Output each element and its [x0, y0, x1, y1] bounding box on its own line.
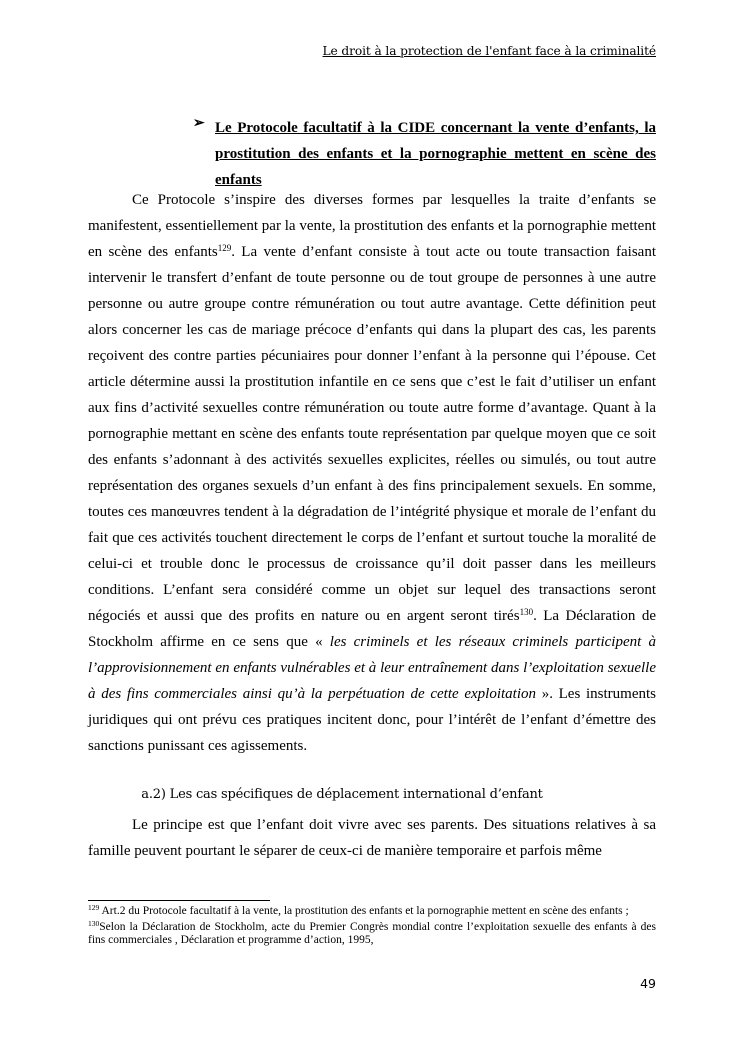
footnotes — [88, 905, 656, 950]
subsection-heading-text: a.2) Les cas spécifiques de déplacement international d’enfant — [141, 787, 543, 802]
running-header: Le droit à la protection de l'enfant face à la criminalité — [322, 44, 656, 58]
footnote-text: Art.2 du Protocole facultatif à la vente, la prostitution des enfants et la pornographie mettent en scène des enfants ; — [99, 905, 629, 917]
footnote-text: Selon la Déclaration de Stockholm, acte du Premier Congrès mondial contre l’exploitation sexuelle des enfants à des fins commerciales , Déclaration et programme d’action, 1995, — [88, 920, 656, 946]
body-paragraph-2: Le principe est que l’enfant doit vivre avec ses parents. Des situations relatives à sa famille peuvent pourtant le séparer de ceux-ci de manière temporaire et parfois même — [88, 817, 656, 859]
footnote-separator — [88, 900, 270, 901]
stockholm-quote: les criminels et les réseaux criminels participent à l’approvisionnement en enfants vulnérables et à leur entraînement dans l’exploitation sexuelle à des fins commerciales ainsi qu’à la perpétuation de cette exploitation — [88, 634, 656, 702]
footnote-ref-129: 129 — [217, 243, 232, 253]
paragraph-1-text-a: Ce Protocole s’inspire des diverses formes par lesquelles la traite d’enfants se manifestent, essentiellement par la vente, la prostitution des enfants et la pornographie mettent en scène des enfants — [88, 192, 656, 260]
subsection-heading — [88, 787, 656, 802]
page-number: 49 — [640, 976, 656, 991]
footnote-130 — [88, 918, 656, 948]
footnote-number: 130 — [88, 918, 100, 928]
footnote-129 — [88, 905, 656, 919]
arrow-bullet-icon: ➢ — [193, 116, 205, 131]
paragraph-1-text-b: . La vente d’enfant consiste à tout acte ou toute transaction faisant intervenir le transfert d’enfant de toute personne ou de tout groupe de personnes à une autre personne ou autre groupe contre rémunération ou tout autre avantage. Cette définition peut alors concerner les cas de mariage précoce d’enfants qui dans la plupart des cas, les parents reçoivent des contre parties pécuniaires pour donner l’enfant à la personne qui l’épouse. Cet article détermine aussi la prostitution infantile en ce sens que c’est le fait d’utiliser un enfant aux fins d’activité sexuelles contre rémunération ou toute autre forme d’avantage. Quant à la pornographie mettant en scène des enfants toute représentation par quelque moyen que ce soit des enfants s’adonnant à des activités sexuelles explicites, réelles ou simulés, ou tout autre représentation des organes sexuels d’un enfant à des fins principalement sexuels. En somme, toutes ces manœuvres tendent à la dégradation de l’intégrité physique et morale de l’enfant du fait que ces activités touchent directement le corps de l’enfant et surtout touche la moralité de celui-ci et trouble donc le processus de croissance qu’il doit passer dans les meilleurs conditions. L’enfant sera considéré comme un objet sur lequel des transactions seront négociés et aussi que des profits en nature ou en argent seront tirés — [88, 244, 656, 624]
section-heading — [193, 115, 656, 193]
body-paragraph-1 — [88, 187, 656, 759]
paragraph-1-text-d: ». Les instruments juridiques qui ont prévu ces pratiques incitent donc, pour l’intérêt de l’enfant d’émettre des sanctions punissant ces agissements. — [88, 686, 656, 754]
footnote-number: 129 — [88, 903, 100, 912]
paragraph-1-text-c: . La Déclaration de Stockholm affirme en ce sens que « — [88, 608, 656, 650]
section-heading-text: Le Protocole facultatif à la CIDE concernant la vente d’enfants, la prostitution des enfants et la pornographie mettent en scène des enfants — [215, 120, 656, 188]
footnote-ref-130: 130 — [519, 607, 534, 617]
